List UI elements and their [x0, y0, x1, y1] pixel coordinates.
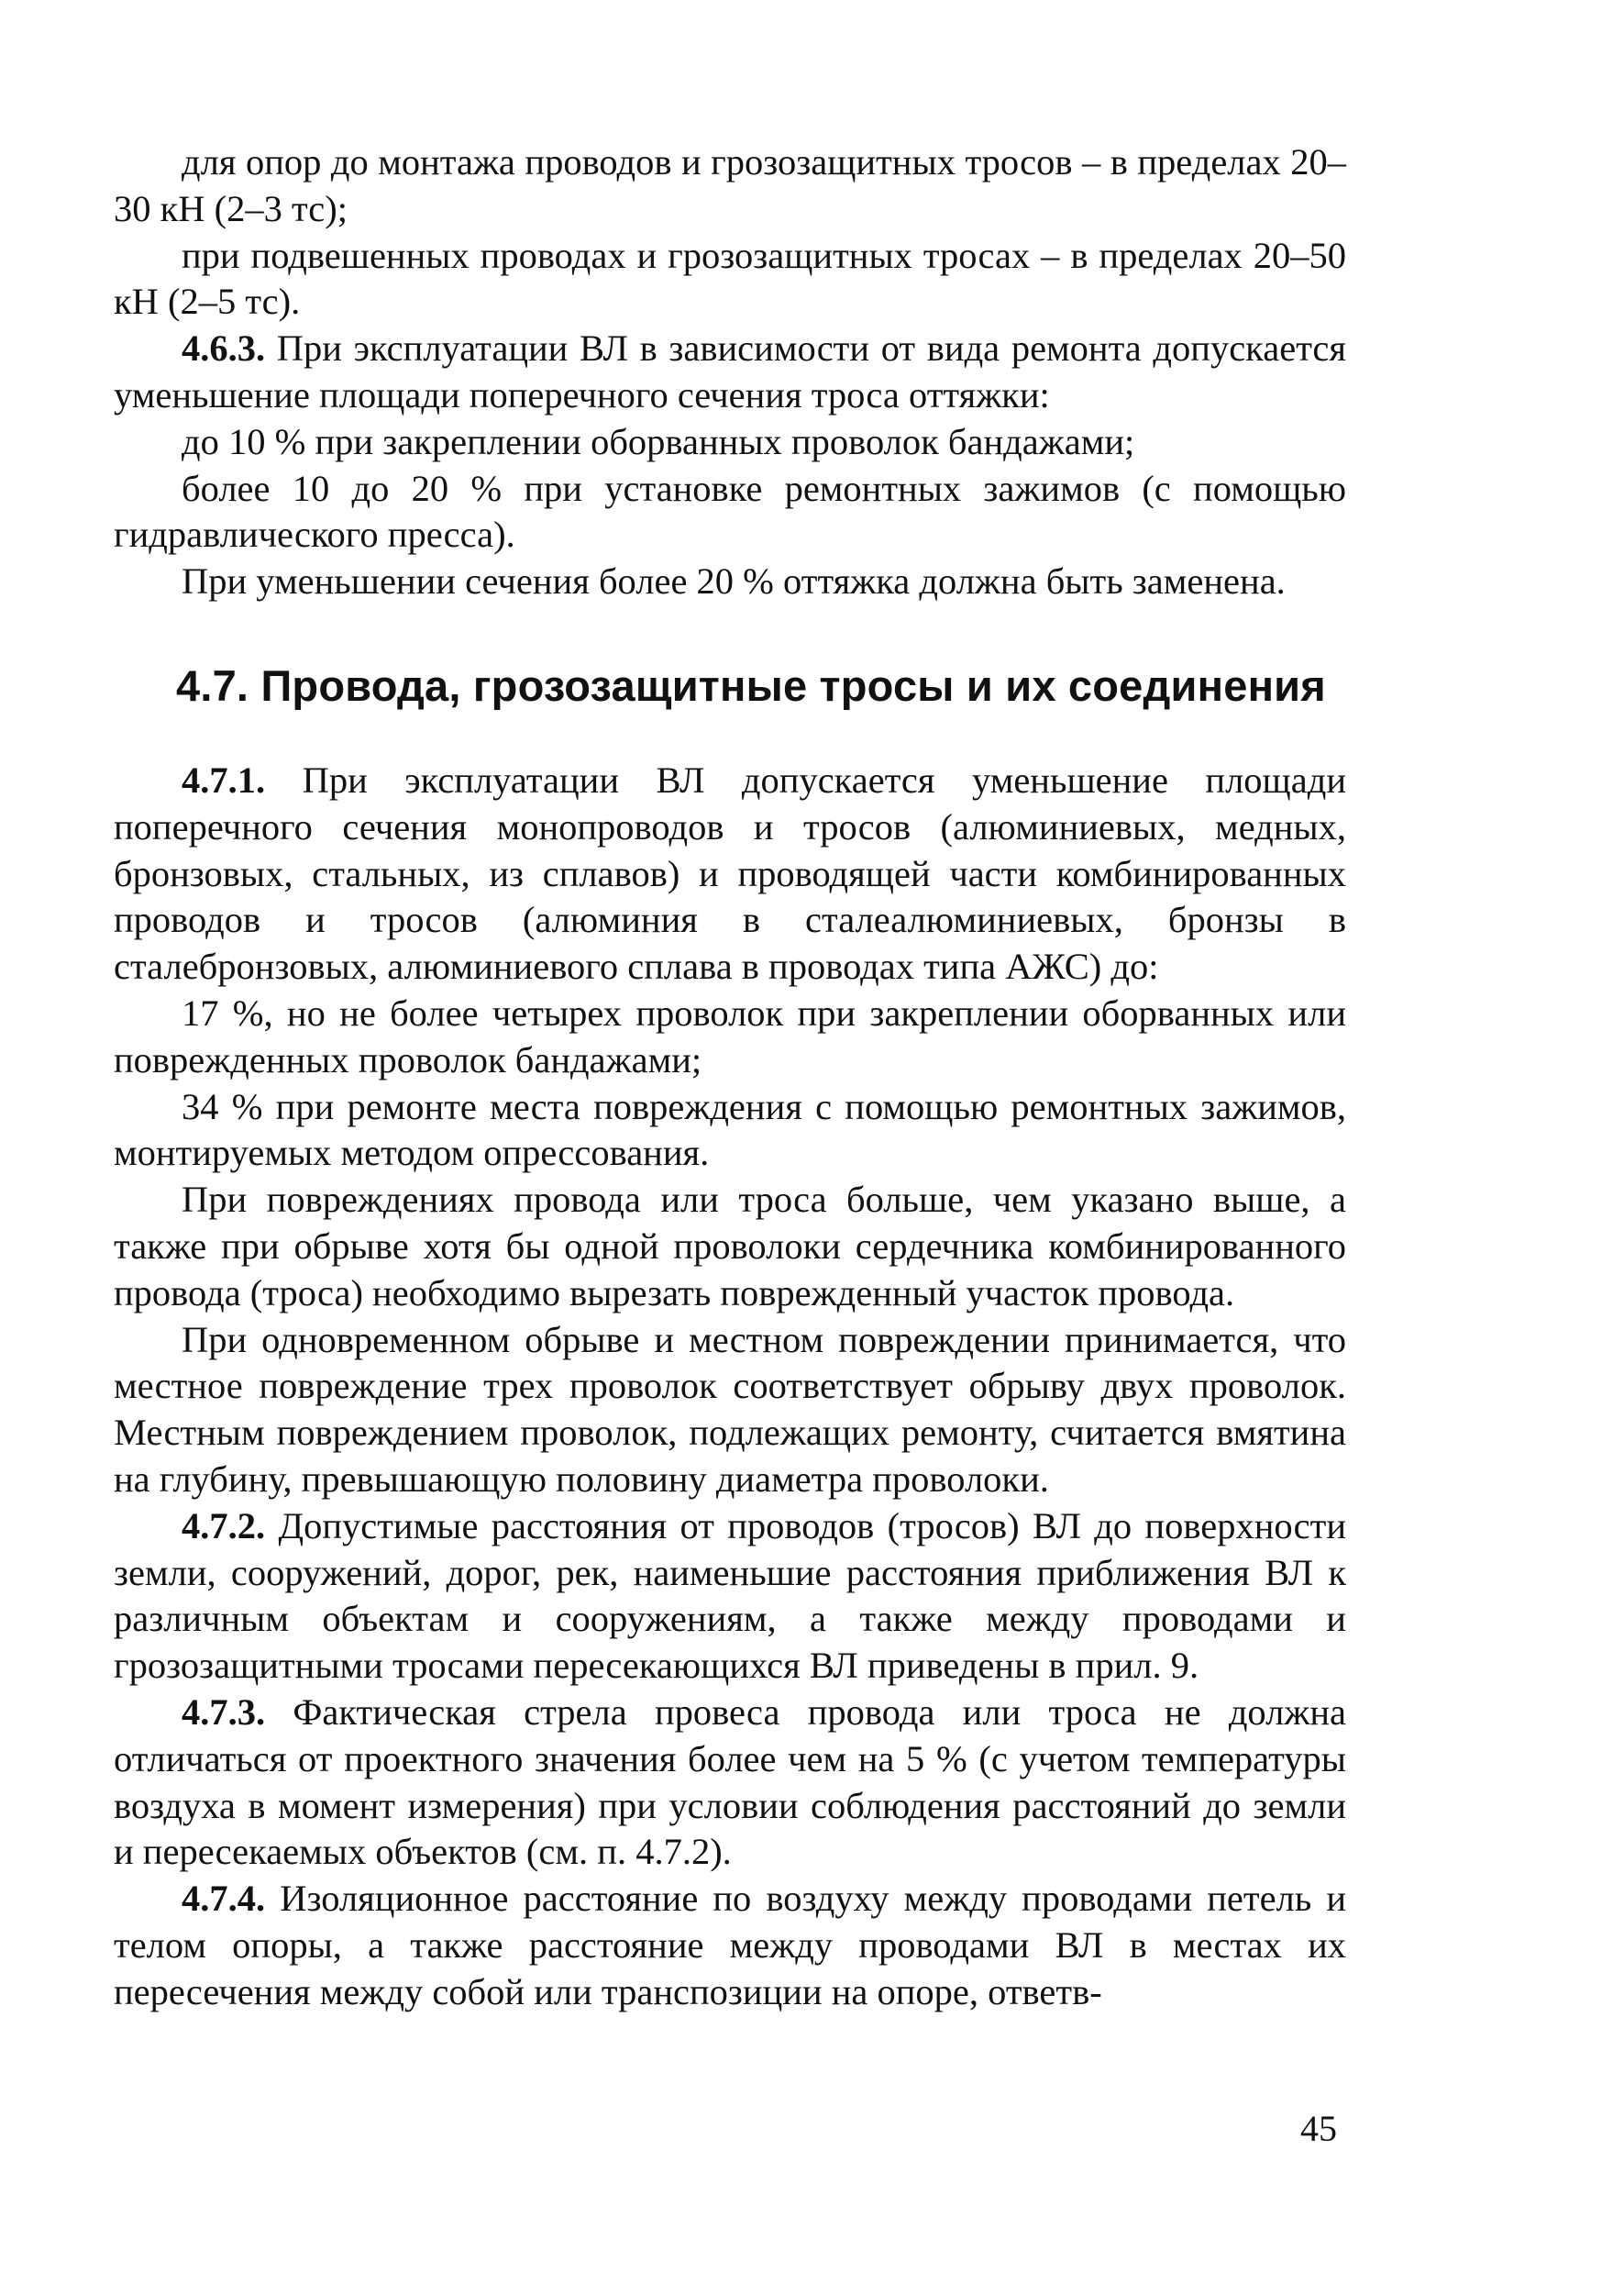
- paragraph: [114, 1876, 1346, 2015]
- paragraph: [114, 233, 1346, 327]
- paragraph-text: При повреждениях провода или троса больше, чем указано выше, а также при обрыве хотя бы одной проволоки сердечника комбинированного провода (троса) необходимо вырезать поврежденный участок провода.: [114, 1179, 1346, 1313]
- section-heading: 4.7. Провода, грозозащитные тросы и их соединения: [176, 660, 1326, 710]
- clause-number: 4.7.4.: [182, 1878, 266, 1920]
- paragraph-text: При одновременном обрыве и местном повреждении принимается, что местное повреждение трех проволок соответствует обрыву двух проволок. Местным повреждением проволок, подлежащих ремонту, считается вмятина на глубину, превышающую половину диаметра проволоки.: [114, 1318, 1346, 1500]
- page-number: 45: [1300, 2108, 1337, 2149]
- paragraph: [114, 758, 1346, 991]
- paragraph: [114, 466, 1346, 560]
- paragraph: [114, 991, 1346, 1084]
- clause-number: 4.7.3.: [182, 1690, 266, 1733]
- document-page: [114, 139, 1346, 2015]
- paragraph-text: более 10 до 20 % при установке ремонтных зажимов (с помощью гидравлического пресса).: [114, 467, 1346, 556]
- paragraph: [114, 326, 1346, 419]
- paragraph: [114, 1503, 1346, 1690]
- paragraph: [114, 559, 1346, 605]
- section-4-7: [114, 758, 1346, 2016]
- paragraph-text: Изоляционное расстояние по воздуху между проводами петель и телом опоры, а также расстояние между проводами ВЛ в местах их пересечения между собой или транспозиции на опоре, ответв-: [114, 1878, 1346, 2012]
- paragraph-text: При уменьшении сечения более 20 % оттяжка должна быть заменена.: [182, 560, 1286, 603]
- paragraph: [114, 139, 1346, 233]
- section-4-6-continued: [114, 139, 1346, 605]
- clause-number: 4.7.1.: [182, 759, 266, 801]
- paragraph-text: при подвешенных проводах и грозозащитных тросах – в пределах 20–50 кН (2–5 тс).: [114, 234, 1346, 323]
- paragraph-text: При эксплуатации ВЛ допускается уменьшение площади поперечного сечения монопроводов и тросов (алюминиевых, медных, бронзовых, стальных, из сплавов) и проводящей части комбинированных проводов и тросов (алюминия в сталеалюминиевых, бронзы в сталебронзовых, алюминиевого сплава в проводах типа АЖС) до:: [114, 759, 1346, 988]
- clause-number: 4.7.2.: [182, 1504, 266, 1546]
- paragraph: [114, 419, 1346, 466]
- paragraph: [114, 1177, 1346, 1316]
- paragraph-text: Допустимые расстояния от проводов (тросов) ВЛ до поверхности земли, сооружений, дорог, рек, наименьшие расстояния приближения ВЛ к различным объектам и сооружениям, а также между проводами и грозозащитными тросами пересекающихся ВЛ приведены в прил. 9.: [114, 1504, 1346, 1687]
- paragraph: [114, 1084, 1346, 1178]
- paragraph: [114, 1317, 1346, 1503]
- paragraph-text: При эксплуатации ВЛ в зависимости от вида ремонта допускается уменьшение площади поперечного сечения троса оттяжки:: [114, 327, 1346, 416]
- paragraph: [114, 1690, 1346, 1876]
- clause-number: 4.6.3.: [182, 327, 266, 370]
- paragraph-text: 34 % при ремонте места повреждения с помощью ремонтных зажимов, монтируемых методом опрессования.: [114, 1085, 1346, 1174]
- paragraph-text: для опор до монтажа проводов и грозозащитных тросов – в пределах 20–30 кН (2–3 тс);: [114, 141, 1346, 229]
- paragraph-text: Фактическая стрела провеса провода или троса не должна отличаться от проектного значения более чем на 5 % (с учетом температуры воздуха в момент измерения) при условии соблюдения расстояний до земли и пересекаемых объектов (см. п. 4.7.2).: [114, 1690, 1346, 1873]
- paragraph-text: до 10 % при закреплении оборванных проволок бандажами;: [182, 420, 1135, 462]
- paragraph-text: 17 %, но не более четырех проволок при закреплении оборванных или поврежденных проволок бандажами;: [114, 992, 1346, 1081]
